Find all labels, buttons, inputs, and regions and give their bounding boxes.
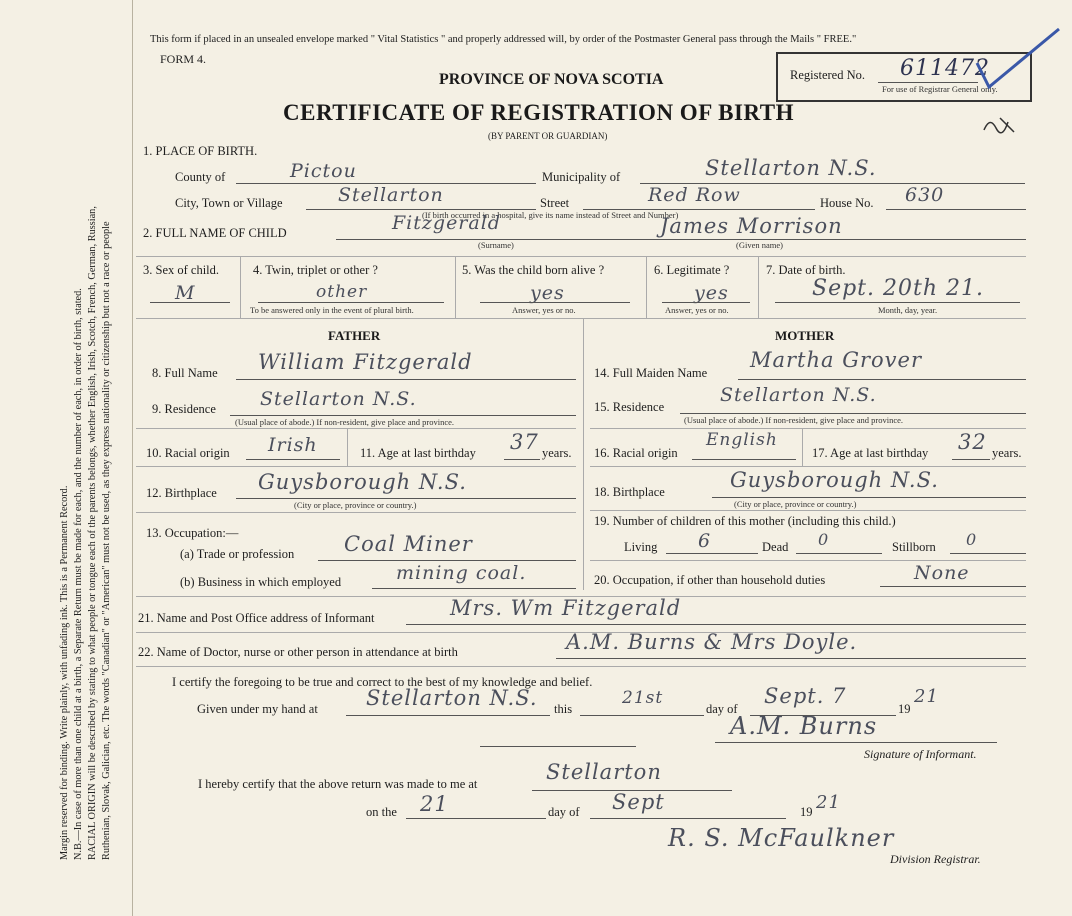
registrar-place-value: Stellarton: [546, 760, 662, 784]
postal-notice: This form if placed in an unsealed envelope marked " Vital Statistics " and properly addressed will, by order of the Postmaster General pass through the Mails " FREE.": [150, 34, 857, 45]
father-birthplace-line: [236, 498, 576, 499]
informant-signature-line: [715, 742, 997, 743]
father-racial-divider: [347, 428, 348, 466]
registrar-month-line: [590, 818, 786, 819]
father-age-label: 11. Age at last birthday: [360, 446, 476, 460]
house-value: 630: [905, 184, 945, 206]
registrar-year-value: 21: [816, 792, 841, 813]
legitimate-line: [662, 302, 750, 303]
registrar-statement: I hereby certify that the above return was made to me at: [198, 777, 478, 791]
margin-notes: [58, 40, 114, 860]
mother-rule: [590, 428, 1026, 429]
trade-value: Coal Miner: [344, 532, 473, 556]
street-label: Street: [540, 196, 570, 210]
father-age-value: 37: [510, 430, 539, 454]
alive-note: Answer, yes or no.: [512, 305, 576, 315]
margin-note: Margin reserved for binding. Write plainly, with unfading ink. This is a Permanent Record.: [59, 485, 70, 860]
father-heading: FATHER: [328, 328, 381, 343]
margin-note: RACIAL ORIGIN will be described by stating to what people or tongue each of the parents belongs, whether English, Irish, Scotch, French, German, Russian,: [87, 206, 98, 860]
mother-racial-divider: [802, 428, 803, 466]
mother-racial-line: [692, 459, 796, 460]
father-name-label: 8. Full Name: [152, 366, 218, 380]
check-mark-icon: [975, 25, 1065, 105]
father-residence-label: 9. Residence: [152, 402, 216, 416]
registrar-note: For use of Registrar General only.: [882, 84, 998, 94]
col-divider: [758, 256, 759, 318]
mother-name-line: [738, 379, 1026, 380]
father-residence-line: [230, 415, 576, 416]
father-rule: [136, 428, 576, 429]
father-rule: [136, 512, 576, 513]
legitimate-note: Answer, yes or no.: [665, 305, 729, 315]
father-name-line: [236, 379, 576, 380]
stillborn-value: 0: [966, 530, 978, 549]
registrar-year-prefix: 19: [800, 805, 813, 819]
sex-line: [150, 302, 230, 303]
certify-day-line: [580, 715, 704, 716]
registrar-month-value: Sept: [612, 790, 665, 814]
doctor-value: A.M. Burns & Mrs Doyle.: [566, 630, 858, 654]
twin-label: 4. Twin, triplet or other ?: [253, 263, 378, 277]
father-racial-label: 10. Racial origin: [146, 446, 230, 460]
binding-margin: [0, 0, 133, 916]
mother-residence-label: 15. Residence: [594, 400, 665, 414]
business-line: [372, 588, 576, 589]
trade-label: (a) Trade or profession: [180, 547, 295, 561]
document-subtitle: (BY PARENT OR GUARDIAN): [488, 131, 608, 141]
registrar-day-line: [406, 818, 546, 819]
hospital-note: (If birth occurred in a hospital, give its name instead of Street and Number): [422, 210, 679, 220]
place-heading: 1. PLACE OF BIRTH.: [143, 144, 258, 158]
mother-residence-line: [680, 413, 1026, 414]
mother-age-label: 17. Age at last birthday: [812, 446, 929, 460]
dead-label: Dead: [762, 540, 789, 554]
child-given-value: James Morrison: [660, 214, 843, 238]
father-age-line: [504, 459, 540, 460]
birth-date-line: [775, 302, 1020, 303]
mother-birthplace-value: Guysborough N.S.: [730, 468, 939, 492]
father-birthplace-label: 12. Birthplace: [146, 486, 217, 500]
mother-abode-note: (Usual place of abode.) If non-resident, give place and province.: [684, 415, 904, 425]
twin-note: To be answered only in the event of plural birth.: [250, 305, 414, 315]
registered-number: 611472: [900, 56, 990, 81]
county-label: County of: [175, 170, 226, 184]
margin-note: N.B.—In case of more than one child at a birth, a Separate Return must be made for each, and the number of each, in order of birth, stated.: [73, 288, 84, 860]
col-divider: [240, 256, 241, 318]
parents-divider: [583, 318, 584, 590]
mother-rule: [590, 510, 1026, 511]
living-value: 6: [698, 530, 712, 552]
section-rule: [136, 666, 1026, 667]
sex-value: M: [175, 282, 196, 304]
certify-year-value: 21: [914, 686, 939, 707]
alive-line: [480, 302, 630, 303]
given-name-note: (Given name): [736, 240, 783, 250]
birth-date-value: Sept. 20th 21.: [812, 276, 984, 301]
row-bottom-rule: [136, 318, 1026, 319]
mother-racial-value: English: [706, 430, 778, 450]
registered-line: [878, 82, 978, 83]
informant-label: 21. Name and Post Office address of Informant: [138, 611, 375, 625]
informant-signature-label: Signature of Informant.: [864, 747, 977, 761]
street-value: Red Row: [648, 184, 741, 206]
mother-occupation-value: None: [914, 562, 970, 584]
father-years-label: years.: [542, 446, 572, 460]
mother-birthplace-note: (City or place, province or country.): [734, 499, 857, 509]
province-heading: PROVINCE OF NOVA SCOTIA: [439, 71, 664, 88]
certify-month-value: Sept. 7: [764, 684, 847, 708]
informant-signature: A.M. Burns: [730, 712, 878, 740]
child-surname-value: Fitzgerald: [392, 212, 501, 234]
given-hand-label: Given under my hand at: [197, 702, 318, 716]
form-number: FORM 4.: [160, 52, 207, 66]
surname-note: (Surname): [478, 240, 514, 250]
legitimate-value: yes: [694, 282, 729, 304]
given-place-line: [346, 715, 550, 716]
twin-line: [258, 302, 444, 303]
registrar-signature-label: Division Registrar.: [890, 852, 981, 866]
birth-date-label: 7. Date of birth.: [766, 263, 846, 277]
mother-name-value: Martha Grover: [750, 348, 923, 372]
document-title: CERTIFICATE OF REGISTRATION OF BIRTH: [283, 100, 794, 125]
twin-value: other: [316, 282, 368, 302]
birth-date-note: Month, day, year.: [878, 305, 938, 315]
separator-line: [480, 746, 636, 747]
col-divider: [646, 256, 647, 318]
mother-residence-value: Stellarton N.S.: [720, 384, 877, 406]
certify-day-of-label: day of: [706, 702, 738, 716]
registrar-day-of-label: day of: [548, 805, 580, 819]
father-rule: [136, 466, 576, 467]
dead-line: [796, 553, 882, 554]
father-abode-note: (Usual place of abode.) If non-resident, give place and province.: [235, 417, 455, 427]
mother-age-line: [952, 459, 990, 460]
municipality-label: Municipality of: [542, 170, 621, 184]
margin-note: Ruthenian, Slovak, Galician, etc. The words "Canadian" or "American" must not be used, as they express nationality or citizenship but not a race or people: [101, 221, 112, 860]
registrar-day-value: 21: [420, 792, 449, 816]
stamp-mark-icon: [980, 112, 1020, 138]
mother-age-value: 32: [958, 430, 987, 454]
house-line: [886, 209, 1026, 210]
dead-value: 0: [818, 530, 830, 549]
child-name-line: [336, 239, 1026, 240]
this-label: this: [554, 702, 573, 716]
doctor-label: 22. Name of Doctor, nurse or other person in attendance at birth: [138, 645, 458, 659]
on-the-label: on the: [366, 805, 397, 819]
doctor-line: [556, 658, 1026, 659]
city-value: Stellarton: [338, 184, 444, 206]
mother-birthplace-label: 18. Birthplace: [594, 485, 665, 499]
certify-day-value: 21st: [622, 688, 664, 708]
informant-value: Mrs. Wm Fitzgerald: [450, 596, 682, 620]
mother-occupation-label: 20. Occupation, if other than household duties: [594, 573, 826, 587]
col-divider: [455, 256, 456, 318]
mother-rule: [590, 466, 1026, 467]
father-racial-value: Irish: [268, 434, 318, 456]
county-value: Pictou: [290, 160, 357, 182]
certify-statement: I certify the foregoing to be true and correct to the best of my knowledge and belief.: [172, 675, 593, 689]
municipality-value: Stellarton N.S.: [705, 156, 877, 180]
business-value: mining coal.: [396, 562, 527, 584]
stillborn-line: [950, 553, 1026, 554]
sex-label: 3. Sex of child.: [143, 263, 220, 277]
certify-year-prefix: 19: [898, 702, 911, 716]
alive-label: 5. Was the child born alive ?: [462, 263, 605, 277]
mother-occupation-line: [880, 586, 1026, 587]
father-birthplace-value: Guysborough N.S.: [258, 470, 467, 494]
row-top-rule: [136, 256, 1026, 257]
mother-name-label: 14. Full Maiden Name: [594, 366, 708, 380]
business-label: (b) Business in which employed: [180, 575, 342, 589]
city-label: City, Town or Village: [175, 196, 283, 210]
father-racial-line: [246, 459, 340, 460]
mother-years-label: years.: [992, 446, 1022, 460]
mother-birthplace-line: [712, 497, 1026, 498]
stillborn-label: Stillborn: [892, 540, 936, 554]
alive-value: yes: [530, 282, 565, 304]
mother-racial-label: 16. Racial origin: [594, 446, 678, 460]
father-residence-value: Stellarton N.S.: [260, 388, 417, 410]
mother-heading: MOTHER: [775, 328, 835, 343]
father-name-value: William Fitzgerald: [258, 350, 473, 374]
child-name-label: 2. FULL NAME OF CHILD: [143, 226, 287, 240]
house-label: House No.: [820, 196, 874, 210]
trade-line: [318, 560, 576, 561]
legitimate-label: 6. Legitimate ?: [654, 263, 730, 277]
mother-rule: [590, 560, 1026, 561]
registrar-signature: R. S. McFaulkner: [668, 824, 895, 852]
living-label: Living: [624, 540, 658, 554]
informant-line: [406, 624, 1026, 625]
children-count-label: 19. Number of children of this mother (including this child.): [594, 514, 896, 528]
occupation-label: 13. Occupation:—: [146, 526, 239, 540]
registered-label: Registered No.: [790, 68, 865, 82]
father-birthplace-note: (City or place, province or country.): [294, 500, 417, 510]
living-line: [666, 553, 758, 554]
given-place-value: Stellarton N.S.: [366, 686, 538, 710]
